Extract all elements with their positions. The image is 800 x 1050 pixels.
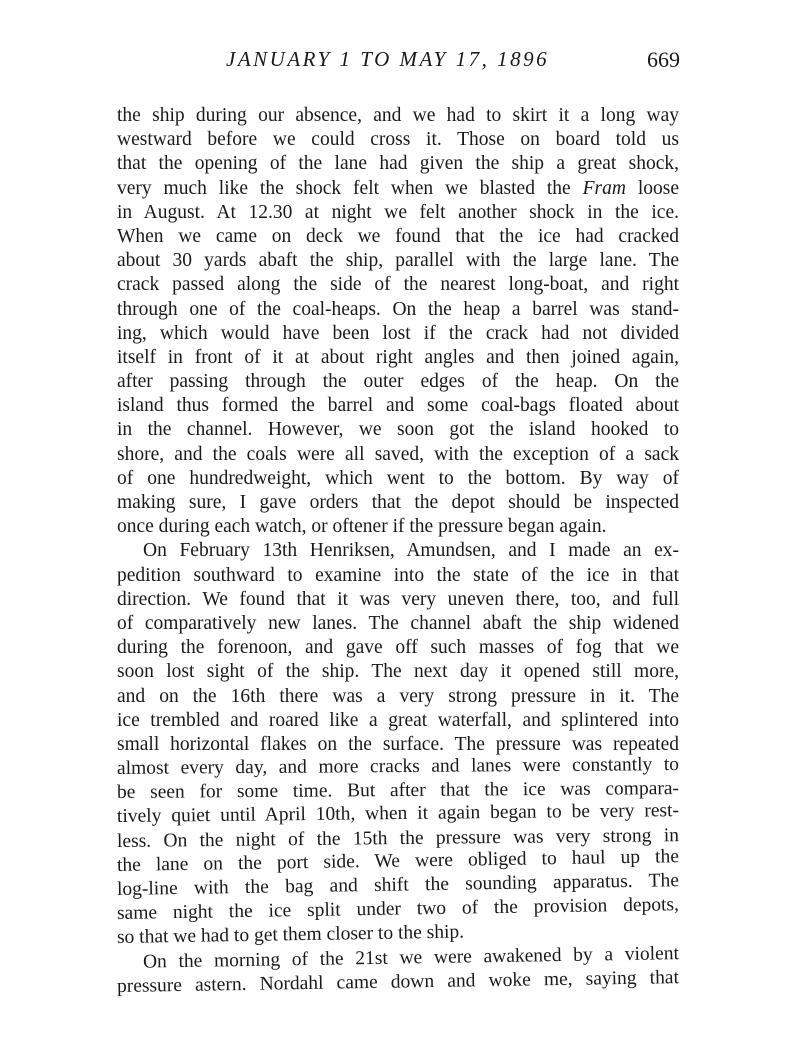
text-line: about 30 yards abaft the ship, parallel with the large lane. The	[117, 250, 679, 272]
text-line: island thus formed the barrel and some coal-bags floated about	[117, 395, 679, 417]
text-line: that the opening of the lane had given the ship a great shock,	[117, 153, 679, 175]
text-line: so that we had to get them closer to the ship.	[116, 921, 465, 949]
text-line: and on the 16th there was a very strong pressure in it. The	[117, 685, 679, 707]
text-line: On the morning of the 21st we were awakened by a violent	[142, 942, 680, 973]
text-line: in the channel. However, we soon got the island hooked to	[117, 419, 679, 441]
ship-name: Fram	[582, 177, 626, 199]
text-line: westward before we could cross it. Those on board told us	[117, 129, 679, 151]
text-line: small horizontal flakes on the surface. The pressure was repeated	[117, 733, 679, 755]
text-line: soon lost sight of the ship. The next day it opened still more,	[117, 661, 679, 683]
text-line: pedition southward to examine into the state of the ice in that	[117, 564, 679, 586]
text-line: almost every day, and more cracks and lanes were constantly to	[116, 754, 680, 780]
text-line: the ship during our absence, and we had to skirt it a long way	[117, 105, 679, 126]
text-line: pressure astern. Nordahl came down and woke me, saying that	[116, 966, 680, 997]
running-head	[0, 47, 800, 77]
text-line: same night the ice split under two of the provision depots,	[116, 894, 680, 925]
text-line: in August. At 12.30 at night we felt another shock in the ice.	[117, 201, 679, 223]
text-line: be seen for some time. But after that the ice was compara-	[116, 778, 680, 804]
text-line: On February 13th Henriksen, Amundsen, and I made an ex-	[143, 540, 679, 562]
body-text	[117, 104, 679, 999]
text-line: When we came on deck we found that the ice had cracked	[117, 225, 679, 247]
text-line: of comparatively new lanes. The channel abaft the ship widened	[117, 612, 679, 634]
text-line: less. On the night of the 15th the pressure was very strong in	[116, 824, 680, 852]
running-title: JANUARY 1 TO MAY 17, 1896	[226, 47, 550, 71]
paragraph	[116, 942, 680, 999]
text-line: ing, which would have been lost if the crack had not divided	[117, 322, 679, 344]
page-number: 669	[647, 47, 680, 72]
paragraph	[117, 539, 679, 950]
text-line: once during each watch, or oftener if the pressure began again.	[117, 516, 607, 538]
text-line: during the forenoon, and gave off such masses of fog that we	[117, 637, 679, 659]
text-line: ice trembled and roared like a great waterfall, and splintered into	[117, 709, 679, 731]
text-line: tively quiet until April 10th, when it again began to be very rest-	[116, 800, 680, 828]
text-line: itself in front of it at about right angles and then joined again,	[117, 346, 679, 368]
text-line: after passing through the outer edges of the heap. On the	[117, 371, 679, 393]
text-line: crack passed along the side of the nearest long-boat, and right	[117, 274, 679, 296]
text-line: direction. We found that it was very uneven there, too, and full	[117, 588, 679, 610]
text-line: making sure, I gave orders that the depot should be inspected	[117, 492, 679, 513]
text-line: through one of the coal-heaps. On the heap a barrel was stand-	[117, 298, 679, 320]
text-line: shore, and the coals were all saved, with the exception of a sack	[117, 443, 679, 465]
text-line: log-line with the bag and shift the sounding apparatus. The	[116, 870, 680, 900]
text-line: very much like the shock felt when we blasted the Fram loose	[117, 177, 679, 199]
text-line: the lane on the port side. We were obliged to haul up the	[116, 845, 680, 876]
paragraph	[117, 104, 679, 539]
text-line: of one hundredweight, which went to the bottom. By way of	[117, 467, 679, 489]
